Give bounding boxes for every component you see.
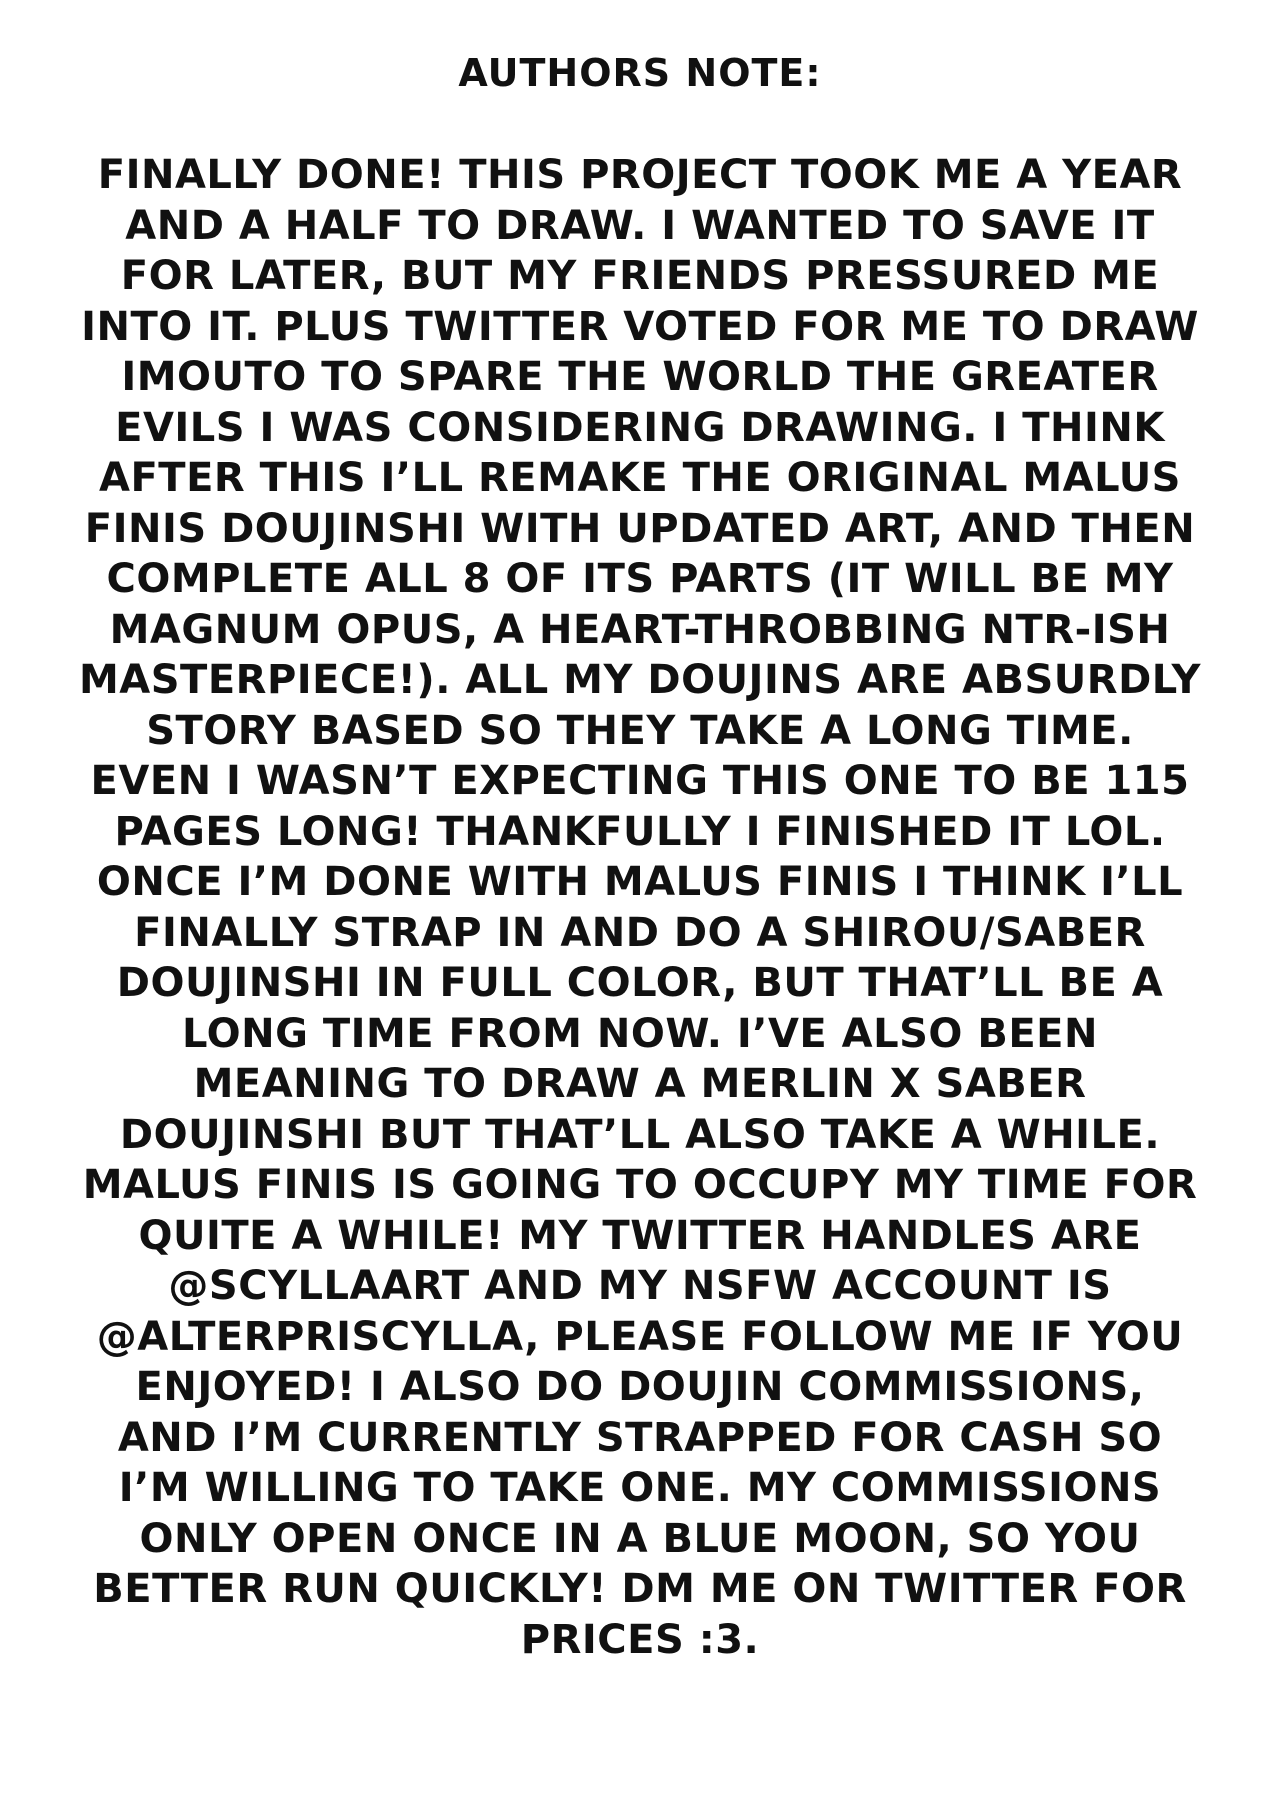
note-line: @ALTERPRISCYLLA, PLEASE FOLLOW ME IF YOU [96, 1313, 1184, 1360]
note-line: MAGNUM OPUS, A HEART-THROBBING NTR-ISH [109, 606, 1171, 653]
note-line: BETTER RUN QUICKLY! DM ME ON TWITTER FOR [93, 1566, 1187, 1612]
note-line: AND I’M CURRENTLY STRAPPED FOR CASH SO [117, 1414, 1163, 1461]
note-line: MASTERPIECE!). ALL MY DOUJINS ARE ABSURDLY [78, 657, 1201, 703]
note-line: EVEN I WASN’T EXPECTING THIS ONE TO BE 115 [90, 758, 1190, 804]
note-line: LONG TIME FROM NOW. I’VE ALSO BEEN [182, 1010, 1098, 1057]
note-line: FINIS DOUJINSHI WITH UPDATED ART, AND THEN [84, 505, 1196, 552]
note-line: ENJOYED! I ALSO DO DOUJIN COMMISSIONS, [135, 1364, 1145, 1410]
note-line: DOUJINSHI BUT THAT’LL ALSO TAKE A WHILE. [119, 1111, 1161, 1158]
note-line: FINALLY STRAP IN AND DO A SHIROU/SABER [134, 909, 1146, 956]
note-line: IMOUTO TO SPARE THE WORLD THE GREATER [121, 354, 1159, 400]
note-line: AND A HALF TO DRAW. I WANTED TO SAVE IT [125, 202, 1155, 249]
note-line: @SCYLLAART AND MY NSFW ACCOUNT IS [168, 1263, 1112, 1309]
note-line: EVILS I WAS CONSIDERING DRAWING. I THINK [115, 404, 1165, 451]
note-line: MEANING TO DRAW A MERLIN X SABER [193, 1061, 1087, 1107]
note-line: DOUJINSHI IN FULL COLOR, BUT THAT’LL BE A [116, 960, 1164, 1006]
note-line: COMPLETE ALL 8 OF ITS PARTS (IT WILL BE MY [106, 556, 1174, 602]
note-line: INTO IT. PLUS TWITTER VOTED FOR ME TO DRAW [81, 303, 1199, 350]
page-title: AUTHORS NOTE: [458, 51, 822, 95]
note-line: I’M WILLING TO TAKE ONE. MY COMMISSIONS [118, 1465, 1162, 1511]
note-line: PRICES :3. [520, 1616, 760, 1663]
note-line: MALUS FINIS IS GOING TO OCCUPY MY TIME FOR [82, 1162, 1198, 1208]
note-line: QUITE A WHILE! MY TWITTER HANDLES ARE [138, 1212, 1142, 1259]
note-line: ONLY OPEN ONCE IN A BLUE MOON, SO YOU [139, 1515, 1141, 1562]
note-line: STORY BASED SO THEY TAKE A LONG TIME. [146, 707, 1134, 754]
note-line: FOR LATER, BUT MY FRIENDS PRESSURED ME [120, 253, 1160, 299]
note-line: AFTER THIS I’LL REMAKE THE ORIGINAL MALUS [99, 455, 1181, 501]
note-line: FINALLY DONE! THIS PROJECT TOOK ME A YEAR [97, 152, 1183, 198]
note-line: PAGES LONG! THANKFULLY I FINISHED IT LOL. [114, 808, 1166, 855]
note-line: ONCE I’M DONE WITH MALUS FINIS I THINK I’LL [96, 859, 1184, 905]
note-body [40, 150, 1240, 1665]
